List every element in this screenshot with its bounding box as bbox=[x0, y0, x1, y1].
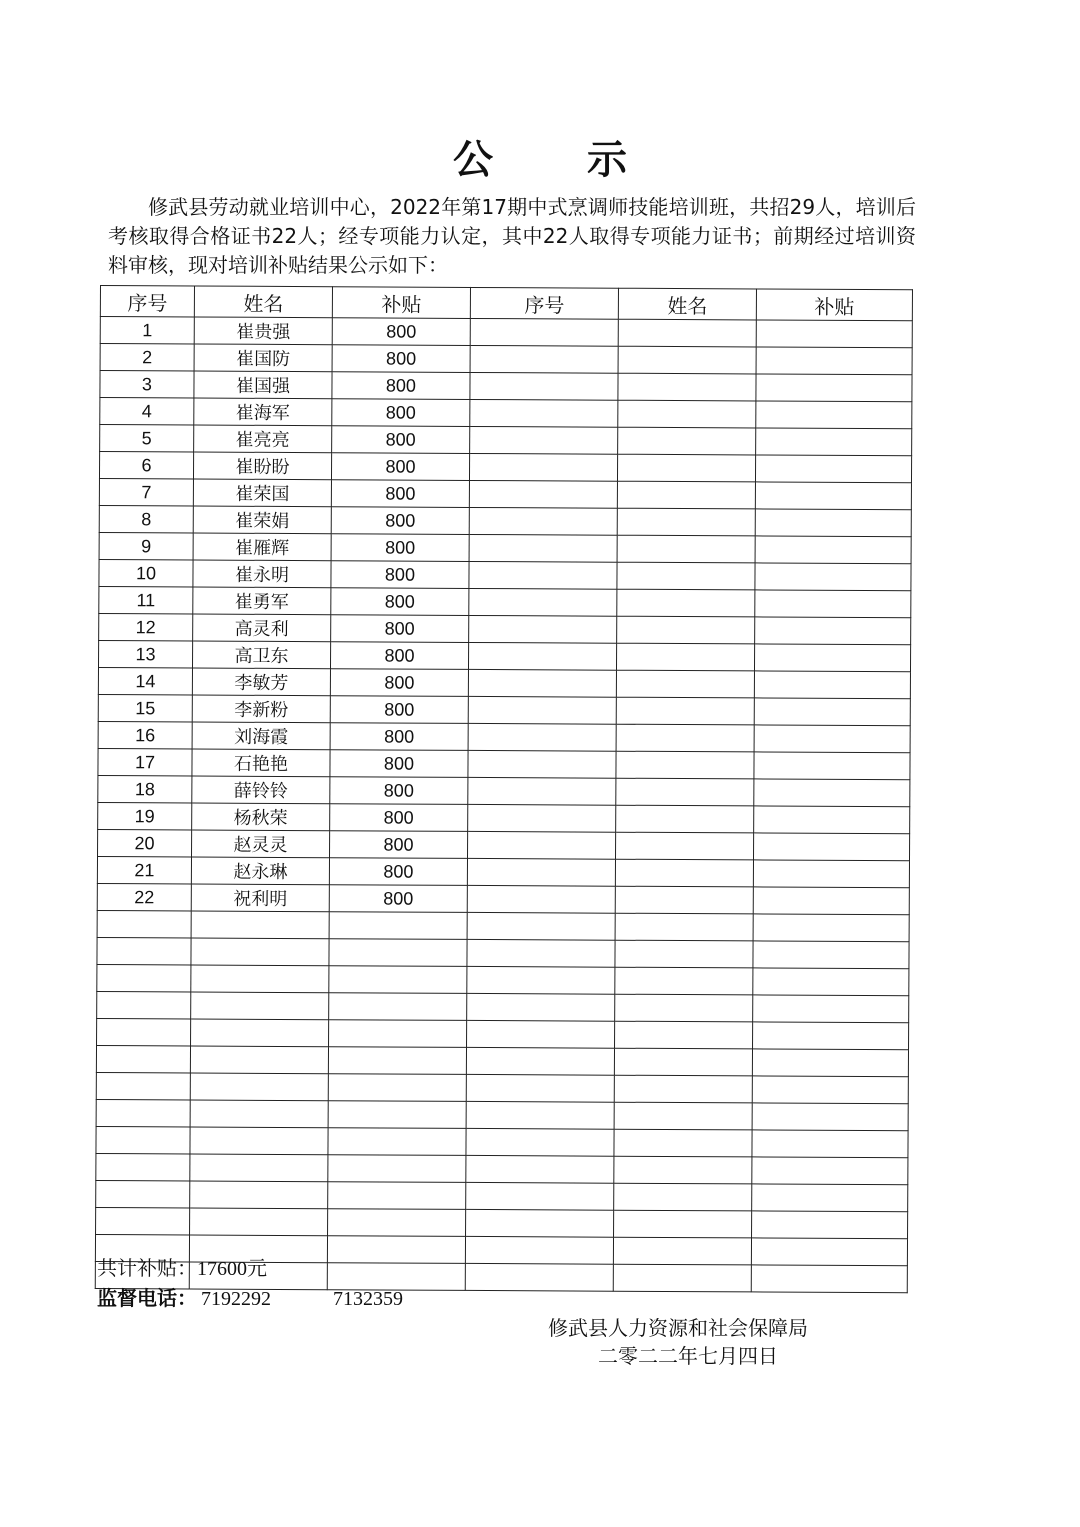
name-cell bbox=[191, 1019, 329, 1047]
amount-cell: 800 bbox=[330, 642, 468, 670]
empty-cell bbox=[616, 805, 754, 833]
empty-cell bbox=[614, 1048, 752, 1076]
empty-cell bbox=[469, 615, 617, 643]
table-row bbox=[96, 1180, 908, 1211]
amount-cell bbox=[328, 1074, 466, 1102]
no-cell: 21 bbox=[97, 856, 191, 883]
empty-cell bbox=[756, 428, 912, 456]
page-title: 公 示 bbox=[453, 136, 667, 183]
empty-cell bbox=[618, 400, 756, 428]
no-cell: 2 bbox=[100, 344, 194, 371]
amount-cell: 800 bbox=[331, 615, 469, 643]
amount-cell: 800 bbox=[331, 507, 469, 535]
empty-cell bbox=[615, 1021, 753, 1049]
no-cell: 16 bbox=[98, 721, 192, 748]
empty-cell bbox=[616, 832, 754, 860]
empty-cell bbox=[468, 804, 616, 832]
header-amount-left: 补贴 bbox=[332, 287, 470, 319]
header-no-left: 序号 bbox=[100, 286, 194, 317]
header-name-left: 姓名 bbox=[194, 286, 332, 318]
empty-cell bbox=[754, 698, 910, 726]
empty-cell bbox=[753, 968, 909, 996]
table-row bbox=[99, 586, 911, 617]
empty-cell bbox=[466, 1128, 614, 1156]
amount-cell: 800 bbox=[329, 885, 467, 913]
name-cell: 崔贵强 bbox=[194, 317, 332, 345]
amount-cell: 800 bbox=[332, 372, 470, 400]
no-cell: 11 bbox=[99, 586, 193, 613]
name-cell bbox=[190, 1181, 328, 1209]
name-cell bbox=[190, 1127, 328, 1155]
phone-number-2: 7132359 bbox=[333, 1288, 403, 1310]
table-row bbox=[99, 532, 911, 563]
amount-cell: 800 bbox=[332, 426, 470, 454]
table-row bbox=[97, 964, 909, 995]
empty-cell bbox=[752, 1049, 908, 1077]
empty-cell bbox=[466, 1182, 614, 1210]
empty-cell bbox=[752, 1076, 908, 1104]
empty-cell bbox=[754, 671, 910, 699]
no-cell bbox=[97, 910, 191, 937]
amount-cell bbox=[329, 993, 467, 1021]
empty-cell bbox=[467, 939, 615, 967]
table-row bbox=[97, 1018, 909, 1049]
empty-cell bbox=[618, 427, 756, 455]
table-row bbox=[100, 425, 912, 456]
empty-cell bbox=[755, 509, 911, 537]
no-cell: 17 bbox=[98, 748, 192, 775]
empty-cell bbox=[616, 697, 754, 725]
empty-cell bbox=[614, 1075, 752, 1103]
amount-cell bbox=[328, 1128, 466, 1156]
empty-cell bbox=[756, 320, 912, 348]
name-cell: 高卫东 bbox=[192, 641, 330, 669]
name-cell: 李新粉 bbox=[192, 695, 330, 723]
phone-label: 监督电话： bbox=[97, 1288, 197, 1310]
amount-cell bbox=[328, 1101, 466, 1129]
table-row bbox=[98, 829, 910, 860]
amount-cell: 800 bbox=[332, 399, 470, 427]
table-row bbox=[100, 317, 912, 348]
empty-cell bbox=[618, 319, 756, 347]
empty-cell bbox=[751, 1265, 907, 1293]
table-row bbox=[97, 883, 909, 914]
empty-cell bbox=[468, 723, 616, 751]
empty-cell bbox=[617, 616, 755, 644]
empty-cell bbox=[614, 1129, 752, 1157]
name-cell bbox=[190, 1208, 328, 1236]
table-row bbox=[97, 856, 909, 887]
no-cell: 6 bbox=[99, 452, 193, 479]
no-cell bbox=[96, 1045, 190, 1072]
amount-cell bbox=[329, 912, 467, 940]
amount-cell: 800 bbox=[330, 750, 468, 778]
empty-cell bbox=[615, 940, 753, 968]
empty-cell bbox=[753, 941, 909, 969]
amount-cell: 800 bbox=[330, 777, 468, 805]
empty-cell bbox=[614, 1102, 752, 1130]
name-cell: 崔荣国 bbox=[193, 479, 331, 507]
empty-cell bbox=[467, 912, 615, 940]
no-cell: 4 bbox=[100, 398, 194, 425]
empty-cell bbox=[469, 534, 617, 562]
empty-cell bbox=[613, 1237, 751, 1265]
table-row bbox=[98, 667, 910, 698]
table-row bbox=[99, 559, 911, 590]
table-row bbox=[96, 1099, 908, 1130]
empty-cell bbox=[616, 778, 754, 806]
table-row bbox=[100, 398, 912, 429]
amount-cell: 800 bbox=[330, 669, 468, 697]
name-cell: 石艳艳 bbox=[192, 749, 330, 777]
empty-cell bbox=[752, 1130, 908, 1158]
empty-cell bbox=[755, 482, 911, 510]
table-row bbox=[99, 452, 911, 483]
amount-cell bbox=[329, 966, 467, 994]
empty-cell bbox=[466, 1047, 614, 1075]
amount-cell bbox=[328, 1155, 466, 1183]
no-cell bbox=[96, 1153, 190, 1180]
empty-cell bbox=[617, 589, 755, 617]
empty-cell bbox=[752, 1103, 908, 1131]
no-cell: 1 bbox=[100, 317, 194, 344]
table-row bbox=[96, 1207, 908, 1238]
no-cell bbox=[96, 1072, 190, 1099]
table-row bbox=[99, 613, 911, 644]
empty-cell bbox=[617, 535, 755, 563]
empty-cell bbox=[466, 1155, 614, 1183]
amount-cell: 800 bbox=[332, 345, 470, 373]
no-cell bbox=[96, 1126, 190, 1153]
no-cell bbox=[97, 964, 191, 991]
no-cell bbox=[96, 1180, 190, 1207]
subsidy-table-container bbox=[95, 285, 912, 1267]
empty-cell bbox=[470, 372, 618, 400]
name-cell: 赵灵灵 bbox=[192, 830, 330, 858]
table-row bbox=[99, 478, 911, 509]
empty-cell bbox=[615, 967, 753, 995]
empty-cell bbox=[467, 1020, 615, 1048]
no-cell: 12 bbox=[99, 613, 193, 640]
name-cell: 崔国防 bbox=[194, 344, 332, 372]
table-row bbox=[97, 937, 909, 968]
name-cell bbox=[191, 992, 329, 1020]
table-row bbox=[98, 694, 910, 725]
amount-cell bbox=[329, 1020, 467, 1048]
empty-cell bbox=[468, 831, 616, 859]
name-cell bbox=[190, 1154, 328, 1182]
empty-cell bbox=[469, 453, 617, 481]
table-row bbox=[98, 775, 910, 806]
amount-cell: 800 bbox=[332, 318, 470, 346]
empty-cell bbox=[614, 1156, 752, 1184]
name-cell: 刘海霞 bbox=[192, 722, 330, 750]
name-cell: 赵永琳 bbox=[191, 857, 329, 885]
empty-cell bbox=[466, 1074, 614, 1102]
empty-cell bbox=[469, 507, 617, 535]
empty-cell bbox=[465, 1263, 613, 1291]
no-cell: 13 bbox=[98, 640, 192, 667]
empty-cell bbox=[755, 617, 911, 645]
amount-cell: 800 bbox=[329, 858, 467, 886]
table-body bbox=[95, 317, 912, 1293]
name-cell bbox=[191, 965, 329, 993]
empty-cell bbox=[470, 426, 618, 454]
empty-cell bbox=[466, 1209, 614, 1237]
empty-cell bbox=[469, 480, 617, 508]
table-row bbox=[98, 640, 910, 671]
empty-cell bbox=[755, 590, 911, 618]
no-cell: 5 bbox=[100, 425, 194, 452]
amount-cell: 800 bbox=[331, 561, 469, 589]
empty-cell bbox=[470, 399, 618, 427]
empty-cell bbox=[617, 454, 755, 482]
empty-cell bbox=[469, 588, 617, 616]
supervision-phone bbox=[97, 1282, 403, 1311]
amount-cell: 800 bbox=[330, 804, 468, 832]
empty-cell bbox=[753, 995, 909, 1023]
empty-cell bbox=[470, 345, 618, 373]
header-name-right: 姓名 bbox=[618, 288, 756, 320]
table-row bbox=[98, 748, 910, 779]
empty-cell bbox=[467, 858, 615, 886]
table-row bbox=[96, 1072, 908, 1103]
amount-cell: 800 bbox=[331, 480, 469, 508]
empty-cell bbox=[467, 993, 615, 1021]
empty-cell bbox=[468, 777, 616, 805]
no-cell: 15 bbox=[98, 694, 192, 721]
amount-cell: 800 bbox=[330, 723, 468, 751]
total-subsidy: 共计补贴：17600元 bbox=[97, 1258, 267, 1280]
name-cell: 崔永明 bbox=[193, 560, 331, 588]
empty-cell bbox=[468, 696, 616, 724]
no-cell: 18 bbox=[98, 775, 192, 802]
no-cell: 9 bbox=[99, 532, 193, 559]
empty-cell bbox=[754, 806, 910, 834]
empty-cell bbox=[615, 913, 753, 941]
no-cell bbox=[96, 1099, 190, 1126]
empty-cell bbox=[754, 644, 910, 672]
amount-cell bbox=[329, 939, 467, 967]
no-cell: 14 bbox=[98, 667, 192, 694]
empty-cell bbox=[754, 725, 910, 753]
empty-cell bbox=[616, 751, 754, 779]
name-cell: 崔雁辉 bbox=[193, 533, 331, 561]
empty-cell bbox=[614, 1210, 752, 1238]
name-cell bbox=[191, 938, 329, 966]
empty-cell bbox=[616, 643, 754, 671]
empty-cell bbox=[618, 346, 756, 374]
amount-cell: 800 bbox=[331, 453, 469, 481]
empty-cell bbox=[468, 669, 616, 697]
empty-cell bbox=[755, 563, 911, 591]
empty-cell bbox=[753, 1022, 909, 1050]
empty-cell bbox=[754, 752, 910, 780]
empty-cell bbox=[755, 536, 911, 564]
table-row bbox=[100, 371, 912, 402]
intro-paragraph: 修武县劳动就业培训中心，2022年第17期中式烹调师技能培训班，共招29人，培训后考核取得合格证书22人；经专项能力认定，其中22人取得专项能力证书；前期经过培训资料审核，现对培训补贴结果公示如下： bbox=[108, 195, 916, 277]
table-row bbox=[98, 802, 910, 833]
amount-cell bbox=[328, 1047, 466, 1075]
table-row bbox=[97, 991, 909, 1022]
empty-cell bbox=[615, 859, 753, 887]
table-row bbox=[100, 344, 912, 375]
name-cell: 崔荣娟 bbox=[193, 506, 331, 534]
amount-cell: 800 bbox=[331, 534, 469, 562]
empty-cell bbox=[752, 1211, 908, 1239]
empty-cell bbox=[616, 670, 754, 698]
empty-cell bbox=[756, 374, 912, 402]
name-cell: 高灵利 bbox=[193, 614, 331, 642]
no-cell: 22 bbox=[97, 883, 191, 910]
empty-cell bbox=[614, 1183, 752, 1211]
no-cell: 20 bbox=[98, 829, 192, 856]
empty-cell bbox=[752, 1184, 908, 1212]
header-amount-right: 补贴 bbox=[756, 289, 912, 321]
issuer-name: 修武县人力资源和社会保障局 bbox=[548, 1316, 808, 1340]
table-row bbox=[97, 910, 909, 941]
subsidy-table bbox=[95, 285, 913, 1293]
empty-cell bbox=[616, 724, 754, 752]
table-header-row bbox=[100, 286, 912, 321]
no-cell bbox=[97, 1018, 191, 1045]
name-cell: 崔亮亮 bbox=[194, 425, 332, 453]
empty-cell bbox=[751, 1238, 907, 1266]
empty-cell bbox=[756, 401, 912, 429]
no-cell bbox=[96, 1207, 190, 1234]
empty-cell bbox=[753, 914, 909, 942]
name-cell bbox=[191, 911, 329, 939]
empty-cell bbox=[618, 373, 756, 401]
table-row bbox=[96, 1126, 908, 1157]
empty-cell bbox=[753, 887, 909, 915]
name-cell bbox=[190, 1100, 328, 1128]
no-cell: 7 bbox=[99, 478, 193, 505]
empty-cell bbox=[752, 1157, 908, 1185]
name-cell: 薛铃铃 bbox=[192, 776, 330, 804]
table-row bbox=[99, 505, 911, 536]
empty-cell bbox=[615, 994, 753, 1022]
name-cell bbox=[190, 1046, 328, 1074]
empty-cell bbox=[466, 1101, 614, 1129]
empty-cell bbox=[617, 562, 755, 590]
no-cell bbox=[97, 991, 191, 1018]
name-cell: 李敏芳 bbox=[192, 668, 330, 696]
no-cell bbox=[97, 937, 191, 964]
empty-cell bbox=[468, 750, 616, 778]
empty-cell bbox=[753, 833, 909, 861]
amount-cell bbox=[328, 1209, 466, 1237]
no-cell: 19 bbox=[98, 802, 192, 829]
header-no-right: 序号 bbox=[470, 287, 618, 319]
empty-cell bbox=[617, 508, 755, 536]
no-cell: 3 bbox=[100, 371, 194, 398]
empty-cell bbox=[467, 966, 615, 994]
empty-cell bbox=[468, 642, 616, 670]
empty-cell bbox=[465, 1236, 613, 1264]
name-cell bbox=[190, 1073, 328, 1101]
empty-cell bbox=[755, 455, 911, 483]
name-cell: 祝利明 bbox=[191, 884, 329, 912]
name-cell: 崔盼盼 bbox=[193, 452, 331, 480]
name-cell: 崔国强 bbox=[194, 371, 332, 399]
empty-cell bbox=[756, 347, 912, 375]
empty-cell bbox=[754, 779, 910, 807]
empty-cell bbox=[615, 886, 753, 914]
empty-cell bbox=[613, 1264, 751, 1292]
name-cell: 崔勇军 bbox=[193, 587, 331, 615]
no-cell: 8 bbox=[99, 505, 193, 532]
issue-date: 二零二二年七月四日 bbox=[598, 1344, 778, 1368]
table-row bbox=[98, 721, 910, 752]
amount-cell: 800 bbox=[330, 696, 468, 724]
empty-cell bbox=[753, 860, 909, 888]
amount-cell bbox=[328, 1182, 466, 1210]
amount-cell bbox=[327, 1236, 465, 1264]
no-cell: 10 bbox=[99, 559, 193, 586]
phone-number-1: 7192292 bbox=[201, 1288, 271, 1310]
name-cell: 崔海军 bbox=[194, 398, 332, 426]
amount-cell: 800 bbox=[331, 588, 469, 616]
amount-cell: 800 bbox=[330, 831, 468, 859]
empty-cell bbox=[467, 885, 615, 913]
name-cell: 杨秋荣 bbox=[192, 803, 330, 831]
table-row bbox=[96, 1153, 908, 1184]
empty-cell bbox=[470, 318, 618, 346]
table-row bbox=[96, 1045, 908, 1076]
empty-cell bbox=[617, 481, 755, 509]
empty-cell bbox=[469, 561, 617, 589]
